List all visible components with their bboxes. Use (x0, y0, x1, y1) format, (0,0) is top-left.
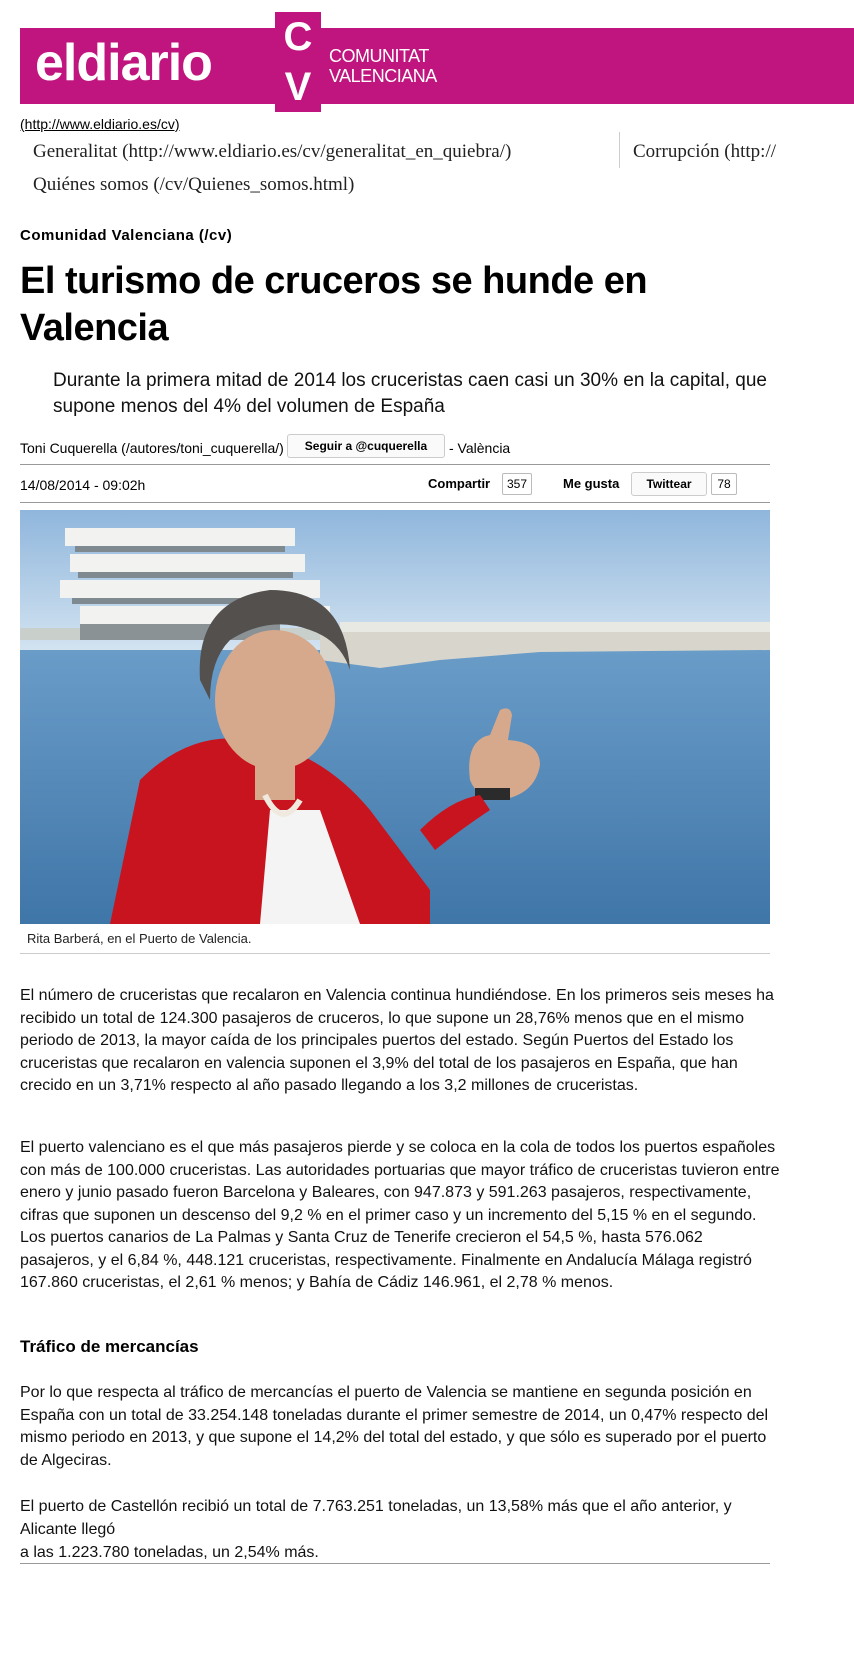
cv-logo-c: C (275, 12, 321, 62)
tweet-count: 78 (711, 473, 737, 495)
like-button[interactable]: Me gusta (563, 476, 620, 491)
region-line-1: COMUNITAT (329, 46, 429, 66)
photo-caption: Rita Barberá, en el Puerto de Valencia. (27, 931, 252, 946)
author-link[interactable]: Toni Cuquerella (/autores/toni_cuquerella/) (20, 440, 284, 456)
paragraph-4: El puerto de Castellón recibió un total de 7.763.251 toneladas, un 13,58% más que el año anterior, y Alicante llegó (20, 1498, 732, 1538)
publish-date: 14/08/2014 - 09:02h (20, 477, 146, 493)
photo-illustration (20, 510, 770, 924)
share-count: 357 (502, 473, 532, 495)
article-photo (20, 510, 770, 924)
article-title: El turismo de cruceros se hunde en Valencia (20, 260, 648, 349)
section-link[interactable]: Comunidad Valenciana (/cv) (20, 227, 233, 244)
nav-divider (619, 132, 620, 168)
home-link[interactable]: (http://www.eldiario.es/cv) (20, 116, 180, 132)
paragraph-1: El número de cruceristas que recalaron en Valencia continua hundiéndose. En los primeros seis meses ha recibido un total de 124.300 pasajeros de cruceros, lo que supone un 28,76% menos que en el mismo periodo de 2013, la mayor caída de los principales puertos del estado. Según Puertos del Estado los cruceristas que recalaron en valencia suponen el 3,9% del total de los pasajeros en España, que han crecido en un 3,71% respecto al año pasado llegando a los 3,2 millones de cruceristas. (20, 987, 774, 1094)
article-end-divider (20, 1563, 770, 1564)
article-subtitle: Durante la primera mitad de 2014 los cruceristas caen casi un 30% en la capital, que supone menos del 4% del volumen de España (53, 370, 767, 417)
nav-item-quienes-somos[interactable]: Quiénes somos (/cv/Quienes_somos.html) (33, 174, 355, 195)
paragraph-2: El puerto valenciano es el que más pasajeros pierde y se coloca en la cola de todos los puertos españoles con más de 100.000 cruceristas. Las autoridades portuarias que mayor tráfico de cruceristas tuvieron entre enero y junio pasado fueron Barcelona y Baleares, con 947.873 y 591.263 pasajeros, respectivamente, cifras que suponen un descenso del 9,2 % en el primer caso y un incremento del 5,15 % en el segundo. Los puertos canarios de La Palmas y Santa Cruz de Tenerife crecieron el 54,5 %, hasta 576.062 pasajeros, y el 6,84 %, 448.121 cruceristas, respectivamente. Finalmente en Andalucía Málaga registró 167.860 cruceristas, el 2,61 % menos; y Bahía de Cádiz 146.961, el 2,78 % menos. (20, 1139, 780, 1291)
paragraph-3: Por lo que respecta al tráfico de mercancías el puerto de Valencia se mantiene en segunda posición en España con un total de 33.254.148 toneladas durante el primer semestre de 2014, un 0,47% respecto del mismo periodo en 2013, y que supone el 14,2% del total del estado, y que sólo es superado por el puerto de Algeciras. (20, 1384, 769, 1469)
region-name (329, 46, 437, 86)
divider-top (20, 464, 770, 465)
paragraph-5: a las 1.223.780 toneladas, un 2,54% más. (20, 1544, 319, 1561)
nav-item-generalitat[interactable]: Generalitat (http://www.eldiario.es/cv/generalitat_en_quiebra/) (33, 141, 512, 162)
follow-button[interactable]: Seguir a @cuquerella (287, 434, 445, 458)
author-city: - València (449, 440, 511, 456)
region-line-2: VALENCIANA (329, 66, 437, 86)
divider-bottom (20, 502, 770, 503)
site-logo-text[interactable]: eldiario (35, 34, 212, 92)
nav-item-corrupcion[interactable]: Corrupción (http:// (633, 141, 777, 162)
share-label[interactable]: Compartir (428, 476, 491, 491)
section-subheading: Tráfico de mercancías (20, 1337, 199, 1356)
tweet-button[interactable]: Twittear (631, 472, 707, 496)
cv-logo-mark[interactable] (275, 12, 321, 112)
caption-divider (20, 953, 770, 954)
cv-logo-v: V (275, 62, 321, 112)
